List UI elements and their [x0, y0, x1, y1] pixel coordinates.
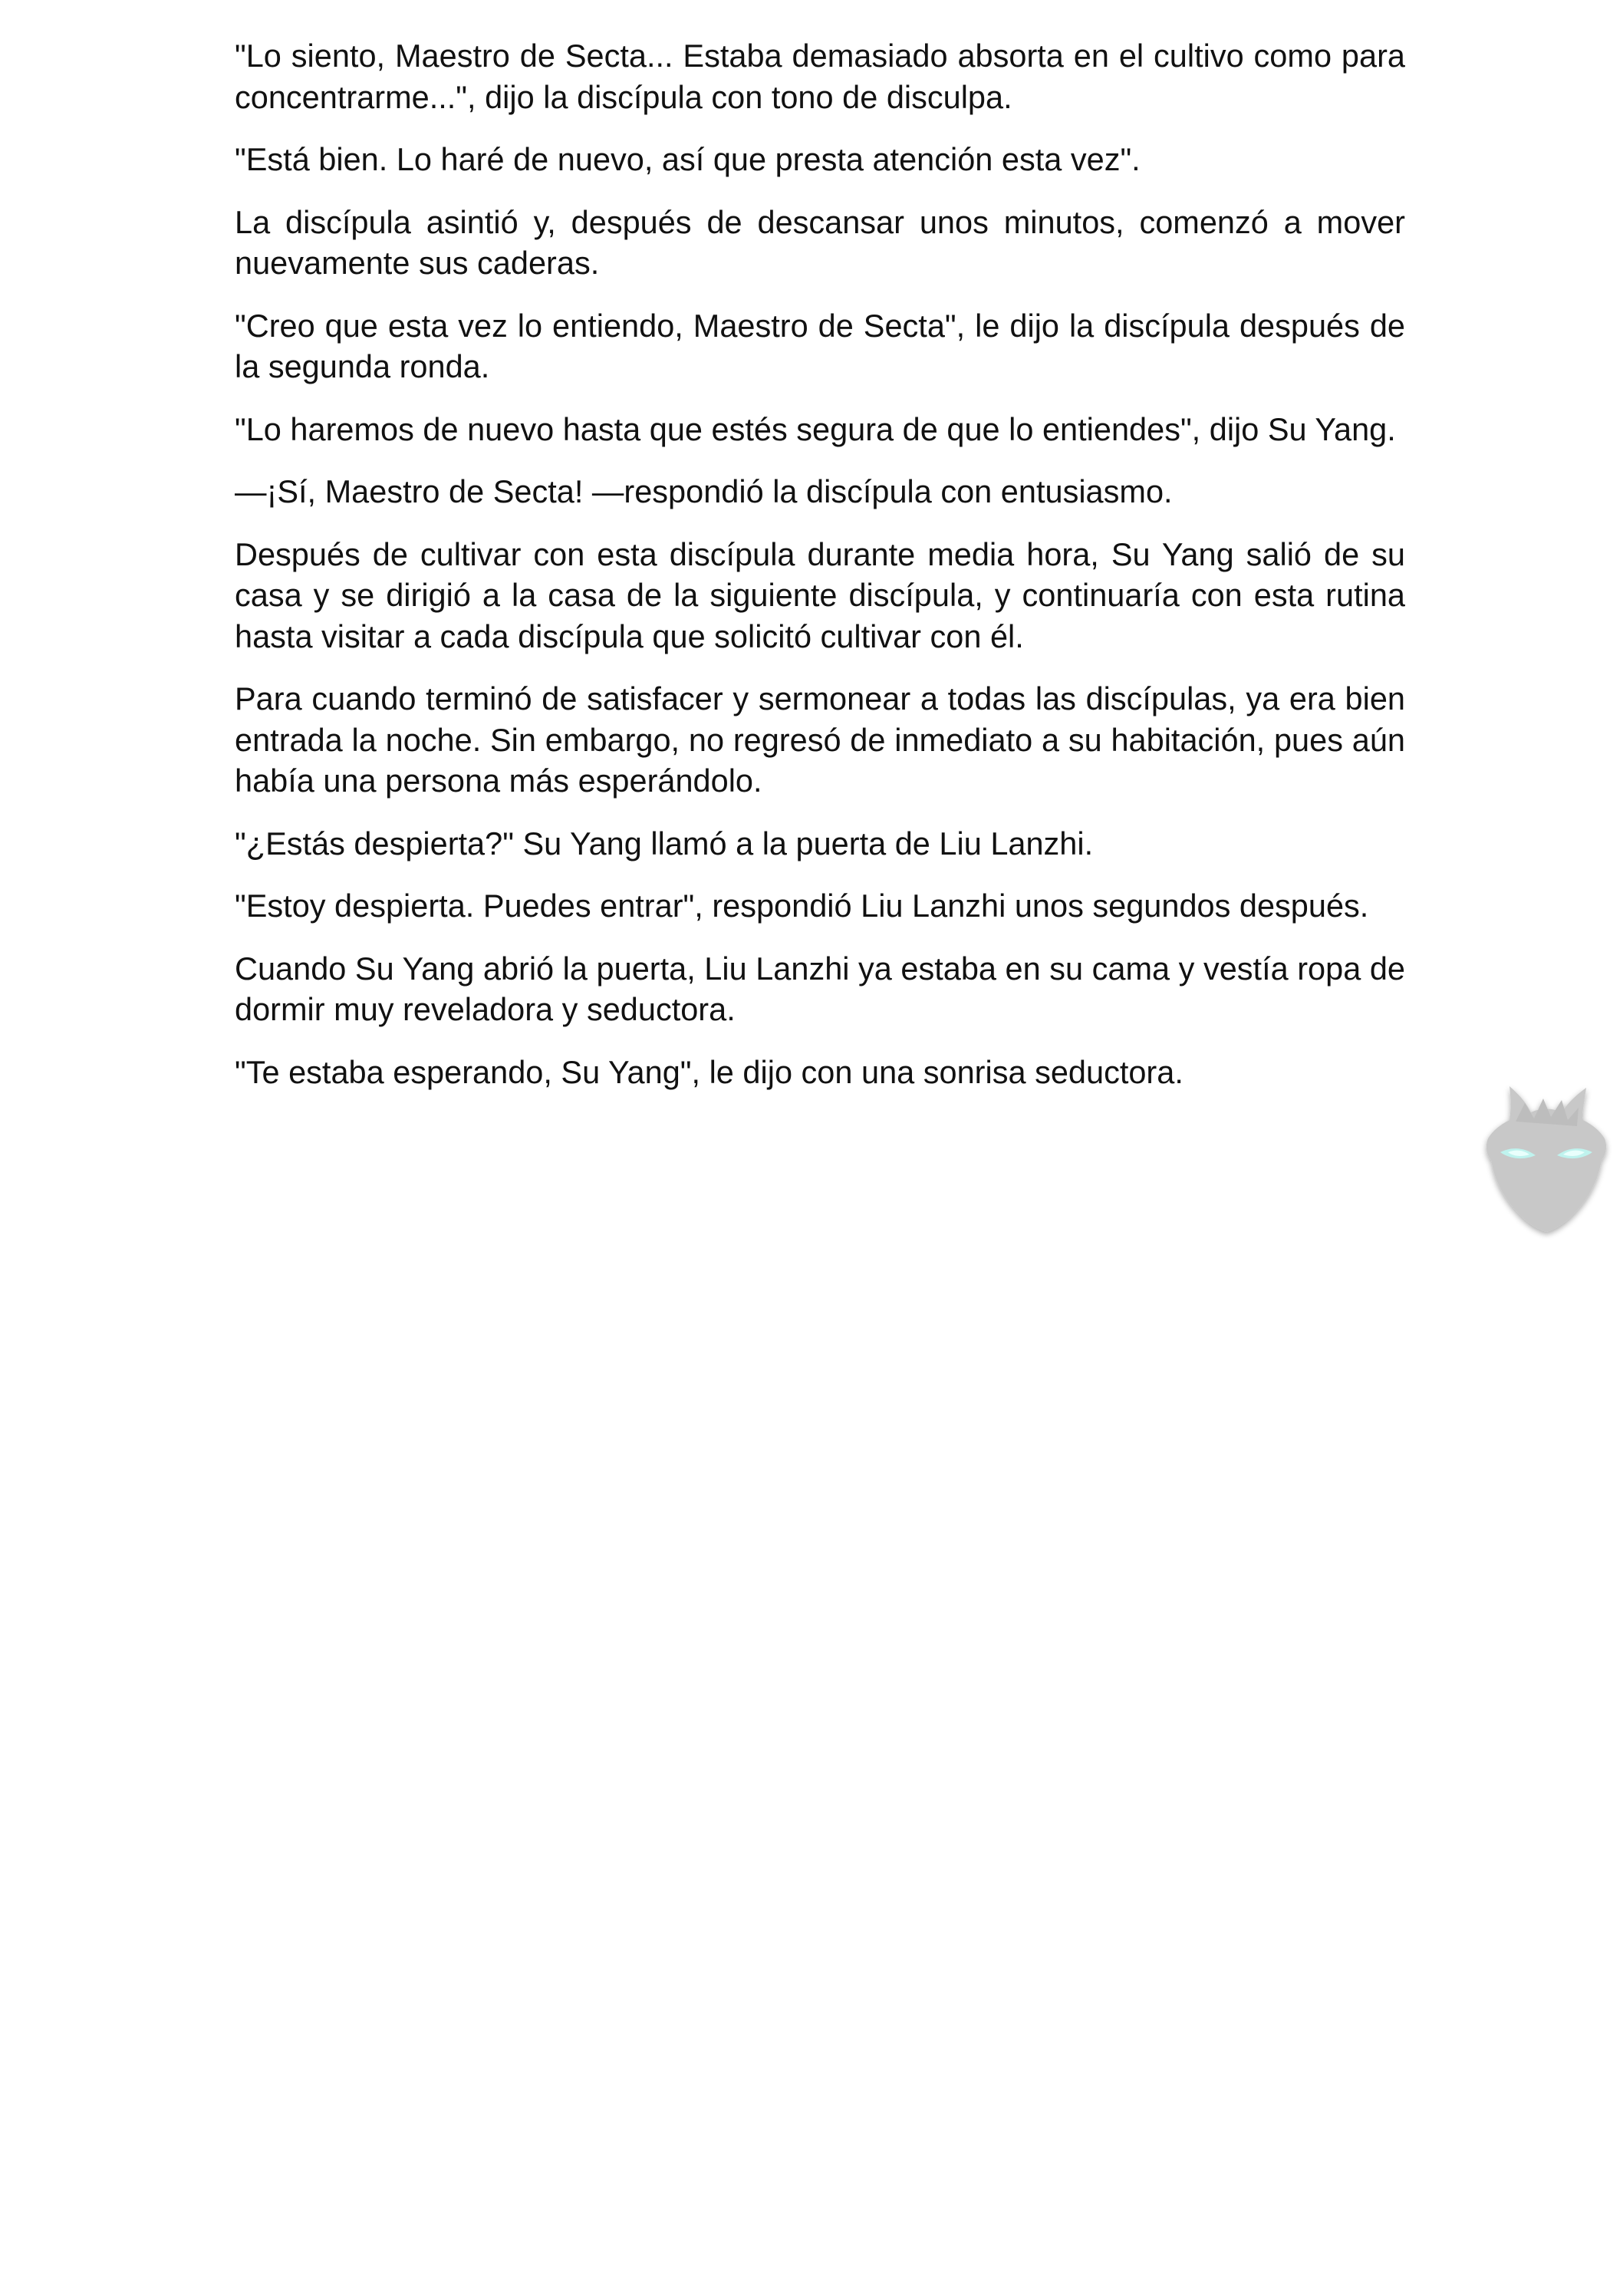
- paragraph-1: "Lo siento, Maestro de Secta... Estaba demasiado absorta en el cultivo como para concentrarme...", dijo la discípula con tono de disculpa.: [235, 38, 1405, 115]
- paragraph-11: Cuando Su Yang abrió la puerta, Liu Lanzhi ya estaba en su cama y vestía ropa de dormir muy reveladora y seductora.: [235, 950, 1405, 1027]
- paragraph-6: —¡Sí, Maestro de Secta! —respondió la discípula con entusiasmo.: [235, 473, 1173, 509]
- demon-head-icon: [1470, 1072, 1623, 1249]
- paragraph-7: Después de cultivar con esta discípula durante media hora, Su Yang salió de su casa y se dirigió a la casa de la siguiente discípula, y continuaría con esta rutina hasta visitar a cada discípula que solicitó cultivar con él.: [235, 535, 1405, 654]
- paragraph-9: "¿Estás despierta?" Su Yang llamó a la puerta de Liu Lanzhi.: [235, 825, 1094, 861]
- paragraph-5: "Lo haremos de nuevo hasta que estés segura de que lo entiendes", dijo Su Yang.: [235, 410, 1396, 447]
- paragraph-12: "Te estaba esperando, Su Yang", le dijo con una sonrisa seductora.: [235, 1053, 1184, 1090]
- paragraph-8: Para cuando terminó de satisfacer y sermonear a todas las discípulas, ya era bien entrada la noche. Sin embargo, no regresó de inmediato a su habitación, pues aún había una persona más esperándolo.: [235, 680, 1405, 799]
- paragraph-3: La discípula asintió y, después de descansar unos minutos, comenzó a mover nuevamente sus caderas.: [235, 203, 1405, 281]
- document-body: [235, 35, 1405, 1114]
- paragraph-2: "Está bien. Lo haré de nuevo, así que presta atención esta vez".: [235, 141, 1141, 177]
- paragraph-4: "Creo que esta vez lo entiendo, Maestro de Secta", le dijo la discípula después de la segunda ronda.: [235, 307, 1405, 384]
- paragraph-10: "Estoy despierta. Puedes entrar", respondió Liu Lanzhi unos segundos después.: [235, 888, 1369, 924]
